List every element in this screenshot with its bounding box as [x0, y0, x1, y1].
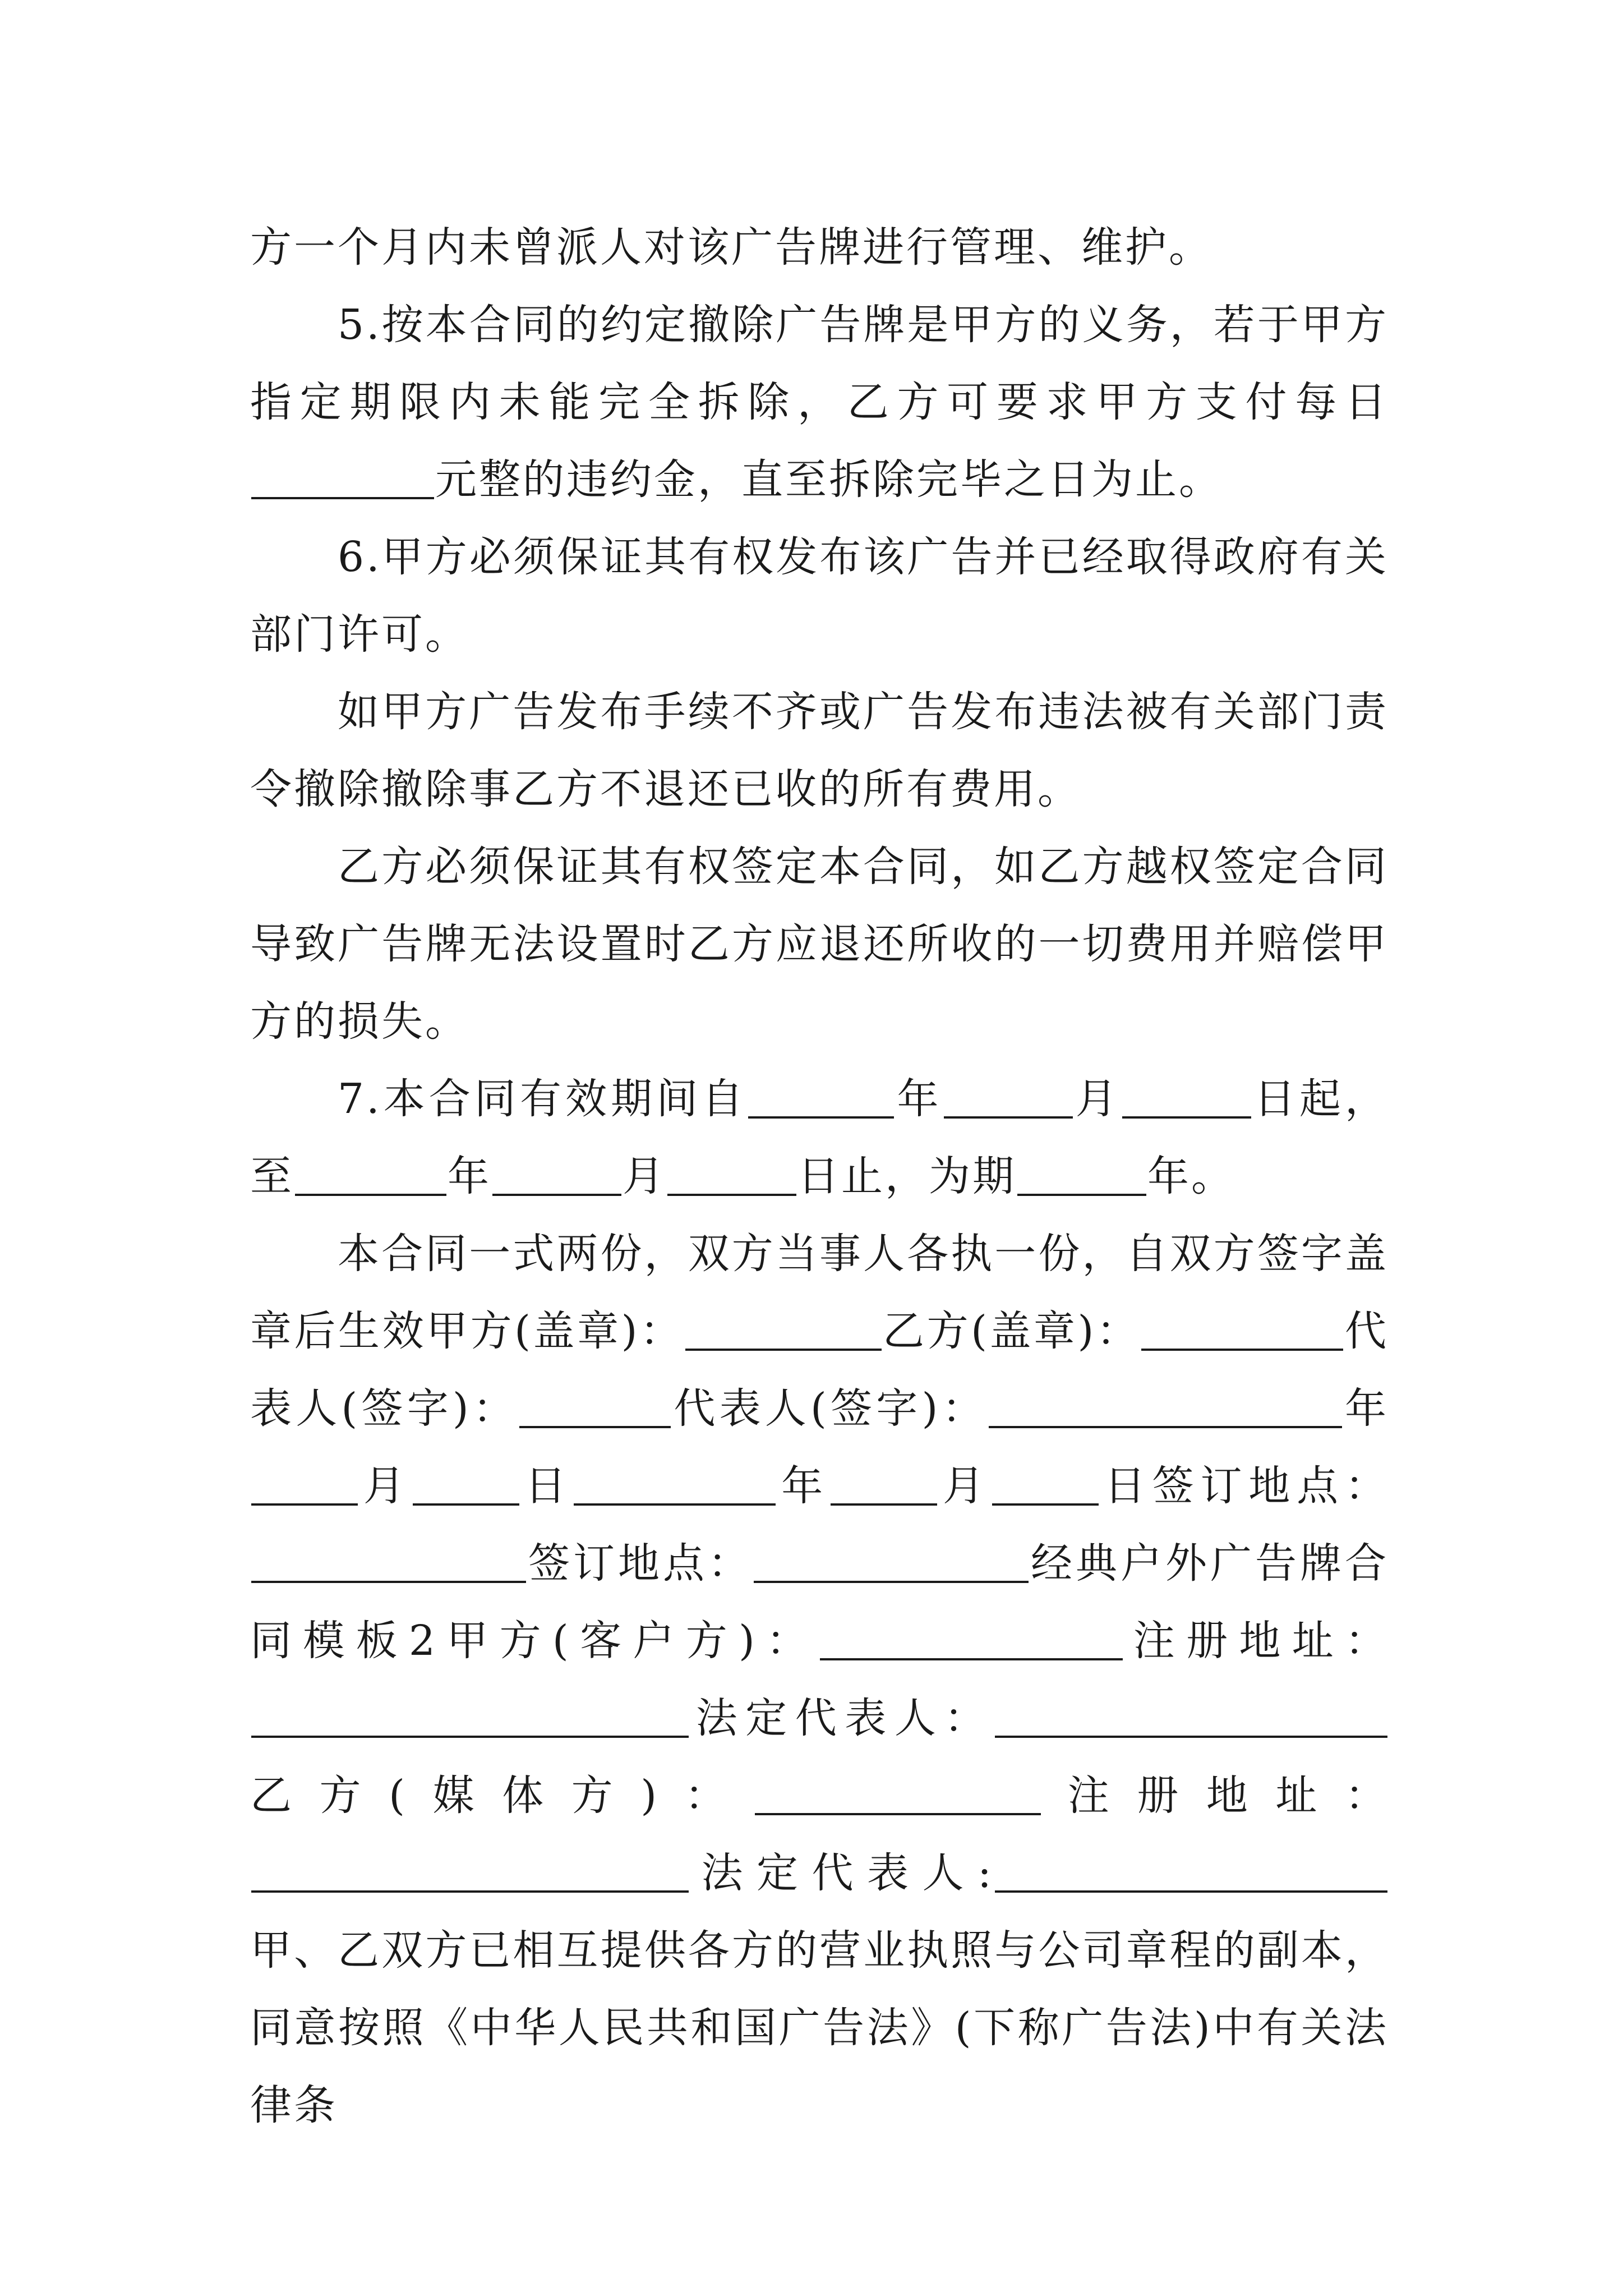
paragraph-removal-note — [250, 673, 1389, 828]
signature-text-13: 注册地址： — [1124, 1617, 1389, 1665]
clause-7-text-6: 月 — [623, 1152, 666, 1200]
signature-text-10: 日签订地点： — [1099, 1462, 1389, 1510]
signature-text-9: 月 — [938, 1462, 991, 1510]
paragraph-1-text: 方一个月内未曾派人对该广告牌进行管理、维护。 — [250, 223, 1212, 272]
clause-5-text: 5.按本合同的约定撤除广告牌是甲方的义务，若于甲方指定期限内未能完全拆除，乙方可要求甲方支付每日 — [250, 301, 1389, 426]
paragraph-signatures — [250, 1215, 1389, 2144]
blank-sign-place-a — [251, 1545, 526, 1583]
clause-5-text-end: 元整的违约金，直至拆除完毕之日为止。 — [435, 455, 1223, 504]
blank-end-year — [295, 1158, 446, 1196]
signature-text-8: 年 — [777, 1462, 830, 1510]
blank-sign-month-a — [251, 1467, 358, 1506]
blank-start-day — [1122, 1080, 1251, 1119]
blank-client-name — [820, 1622, 1123, 1660]
blank-end-month — [492, 1158, 621, 1196]
signature-text-6: 月 — [359, 1462, 412, 1510]
paragraph-clause-6 — [250, 518, 1389, 673]
blank-party-b-rep — [989, 1390, 1342, 1428]
blank-client-address — [251, 1700, 689, 1738]
removal-note-text: 如甲方广告发布手续不齐或广告发布违法被有关部门责令撤除撤除事乙方不退还已收的所有费用。 — [250, 688, 1389, 813]
clause-6-text: 6.甲方必须保证其有权发布该广告并已经取得政府有关部门许可。 — [250, 533, 1389, 659]
signature-text-1: 本合同一式两份，双方当事人各执一份，自双方签字盖章后生效甲方(盖章)： — [250, 1230, 1389, 1355]
document-page — [250, 209, 1389, 2144]
signature-text-17: 法定代表人: — [690, 1849, 994, 1897]
signature-text-4: 代表人(签字)： — [672, 1384, 988, 1433]
signature-text-3: 代表人(签字)： — [250, 1307, 1389, 1433]
paragraph-clause-5 — [250, 286, 1389, 518]
clause-7-text-5: 年 — [448, 1152, 491, 1200]
blank-sign-place-b — [754, 1545, 1029, 1583]
signature-text-14: 法定代表人： — [690, 1694, 994, 1742]
blank-media-address — [251, 1855, 689, 1893]
blank-party-b-seal — [1141, 1313, 1343, 1351]
signature-text-16: 注册地址： — [1042, 1772, 1389, 1820]
clause-7-text-4: 日起，至 — [250, 1075, 1389, 1200]
paragraph-1 — [250, 209, 1389, 286]
blank-start-year — [748, 1080, 894, 1119]
signature-text-5: 年 — [1343, 1384, 1389, 1433]
blank-sign-day-b — [992, 1467, 1099, 1506]
blank-sign-year-b — [574, 1467, 776, 1506]
paragraph-party-b-guarantee — [250, 828, 1389, 1060]
clause-7-text-8: 年。 — [1147, 1152, 1235, 1200]
blank-term-years — [1017, 1158, 1146, 1196]
signature-text-18: 甲、乙双方已相互提供各方的营业执照与公司章程的副本，同意按照《中华人民共和国广告法》(下称广告法)中有关法律条 — [250, 1926, 1389, 2129]
party-b-guarantee-text: 乙方必须保证其有权签定本合同，如乙方越权签定合同导致广告牌无法设置时乙方应退还所收的一切费用并赔偿甲方的损失。 — [250, 843, 1389, 1046]
clause-7-text-7: 日止，为期 — [797, 1152, 1016, 1200]
blank-client-legal-rep — [995, 1700, 1387, 1738]
blank-end-day — [667, 1158, 796, 1196]
paragraph-clause-7 — [250, 1060, 1389, 1215]
clause-7-text-1: 7.本合同有效期间自 — [338, 1075, 748, 1123]
signature-text-2: 乙方(盖章)： — [882, 1307, 1141, 1355]
signature-text-11: 签订地点： — [527, 1539, 753, 1588]
signature-text-15: 乙方(媒体方)： — [250, 1772, 754, 1820]
signature-text-7: 日 — [520, 1462, 573, 1510]
clause-7-text-3: 月 — [1073, 1075, 1121, 1123]
signature-text-12: 经典户外广告牌合同模板2甲方(客户方)： — [250, 1539, 1389, 1665]
blank-party-a-seal — [685, 1313, 882, 1351]
blank-media-name — [755, 1777, 1041, 1815]
blank-sign-day-a — [413, 1467, 519, 1506]
blank-start-month — [944, 1080, 1073, 1119]
blank-party-a-rep — [519, 1390, 671, 1428]
blank-penalty-amount — [251, 461, 434, 499]
blank-media-legal-rep — [995, 1855, 1387, 1893]
blank-sign-month-b — [831, 1467, 937, 1506]
clause-7-text-2: 年 — [895, 1075, 943, 1123]
